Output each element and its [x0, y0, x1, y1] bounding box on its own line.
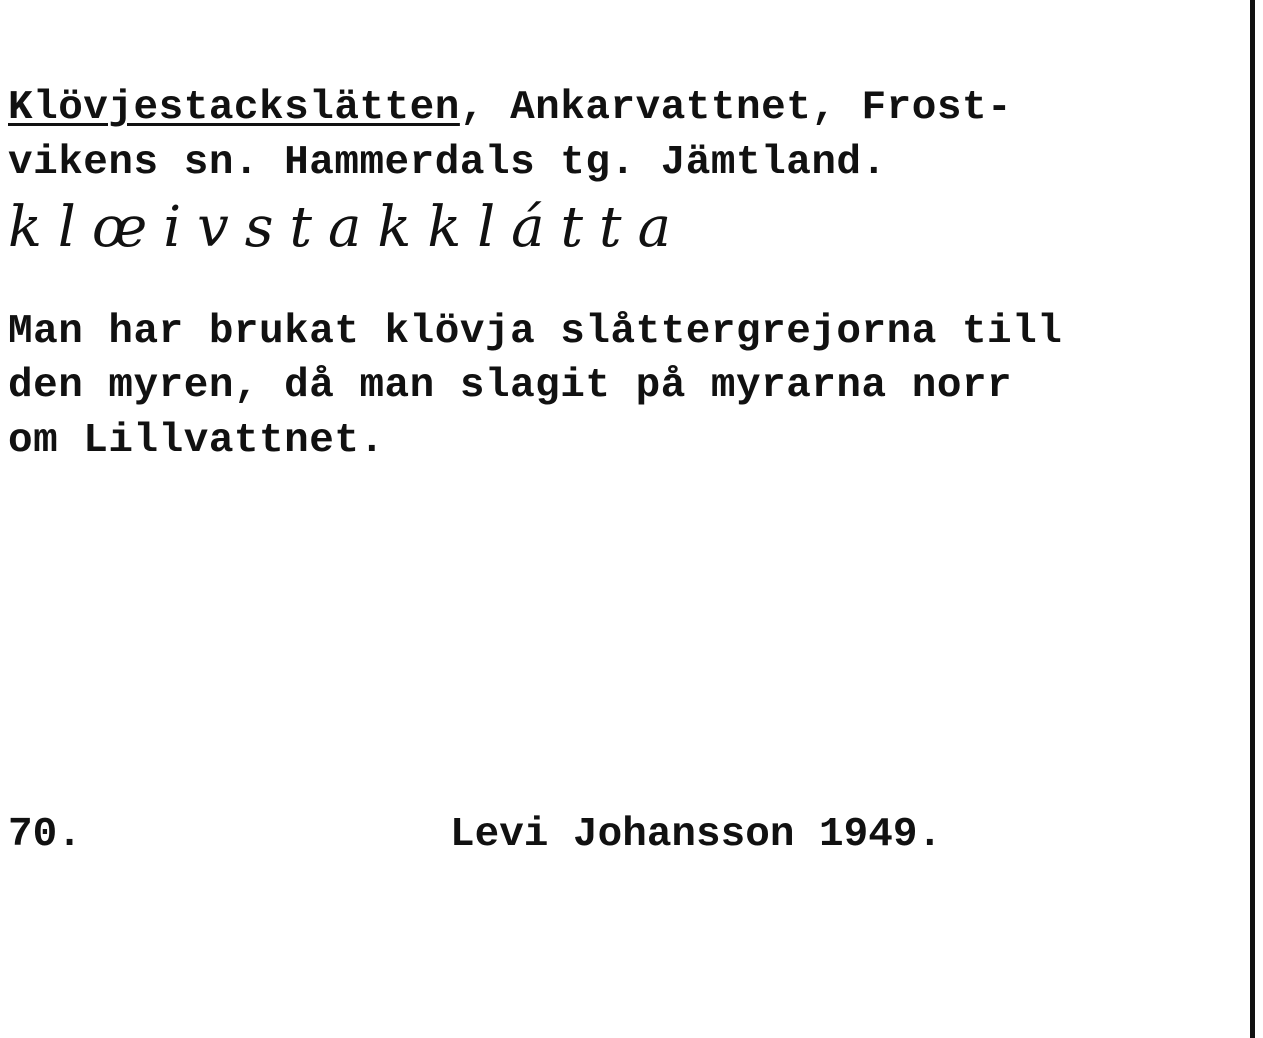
collector-and-year: Levi Johansson 1949. — [450, 812, 943, 858]
phonetic-transcription: klœivstakklátta — [8, 195, 687, 260]
location-line-1: , Ankarvattnet, Frost- — [459, 85, 1013, 131]
heading-line-1 — [8, 85, 1013, 131]
headword: Klövjestackslätten — [8, 85, 460, 131]
body-line-3: om Lillvattnet. — [8, 418, 385, 464]
location-line-2: vikens sn. Hammerdals tg. Jämtland. — [8, 140, 887, 186]
card-edge-line — [1250, 0, 1255, 1038]
body-line-2: den myren, då man slagit på myrarna norr — [8, 363, 1013, 409]
card-number: 70. — [8, 812, 82, 858]
body-line-1: Man har brukat klövja slåttergrejorna till — [8, 309, 1063, 355]
